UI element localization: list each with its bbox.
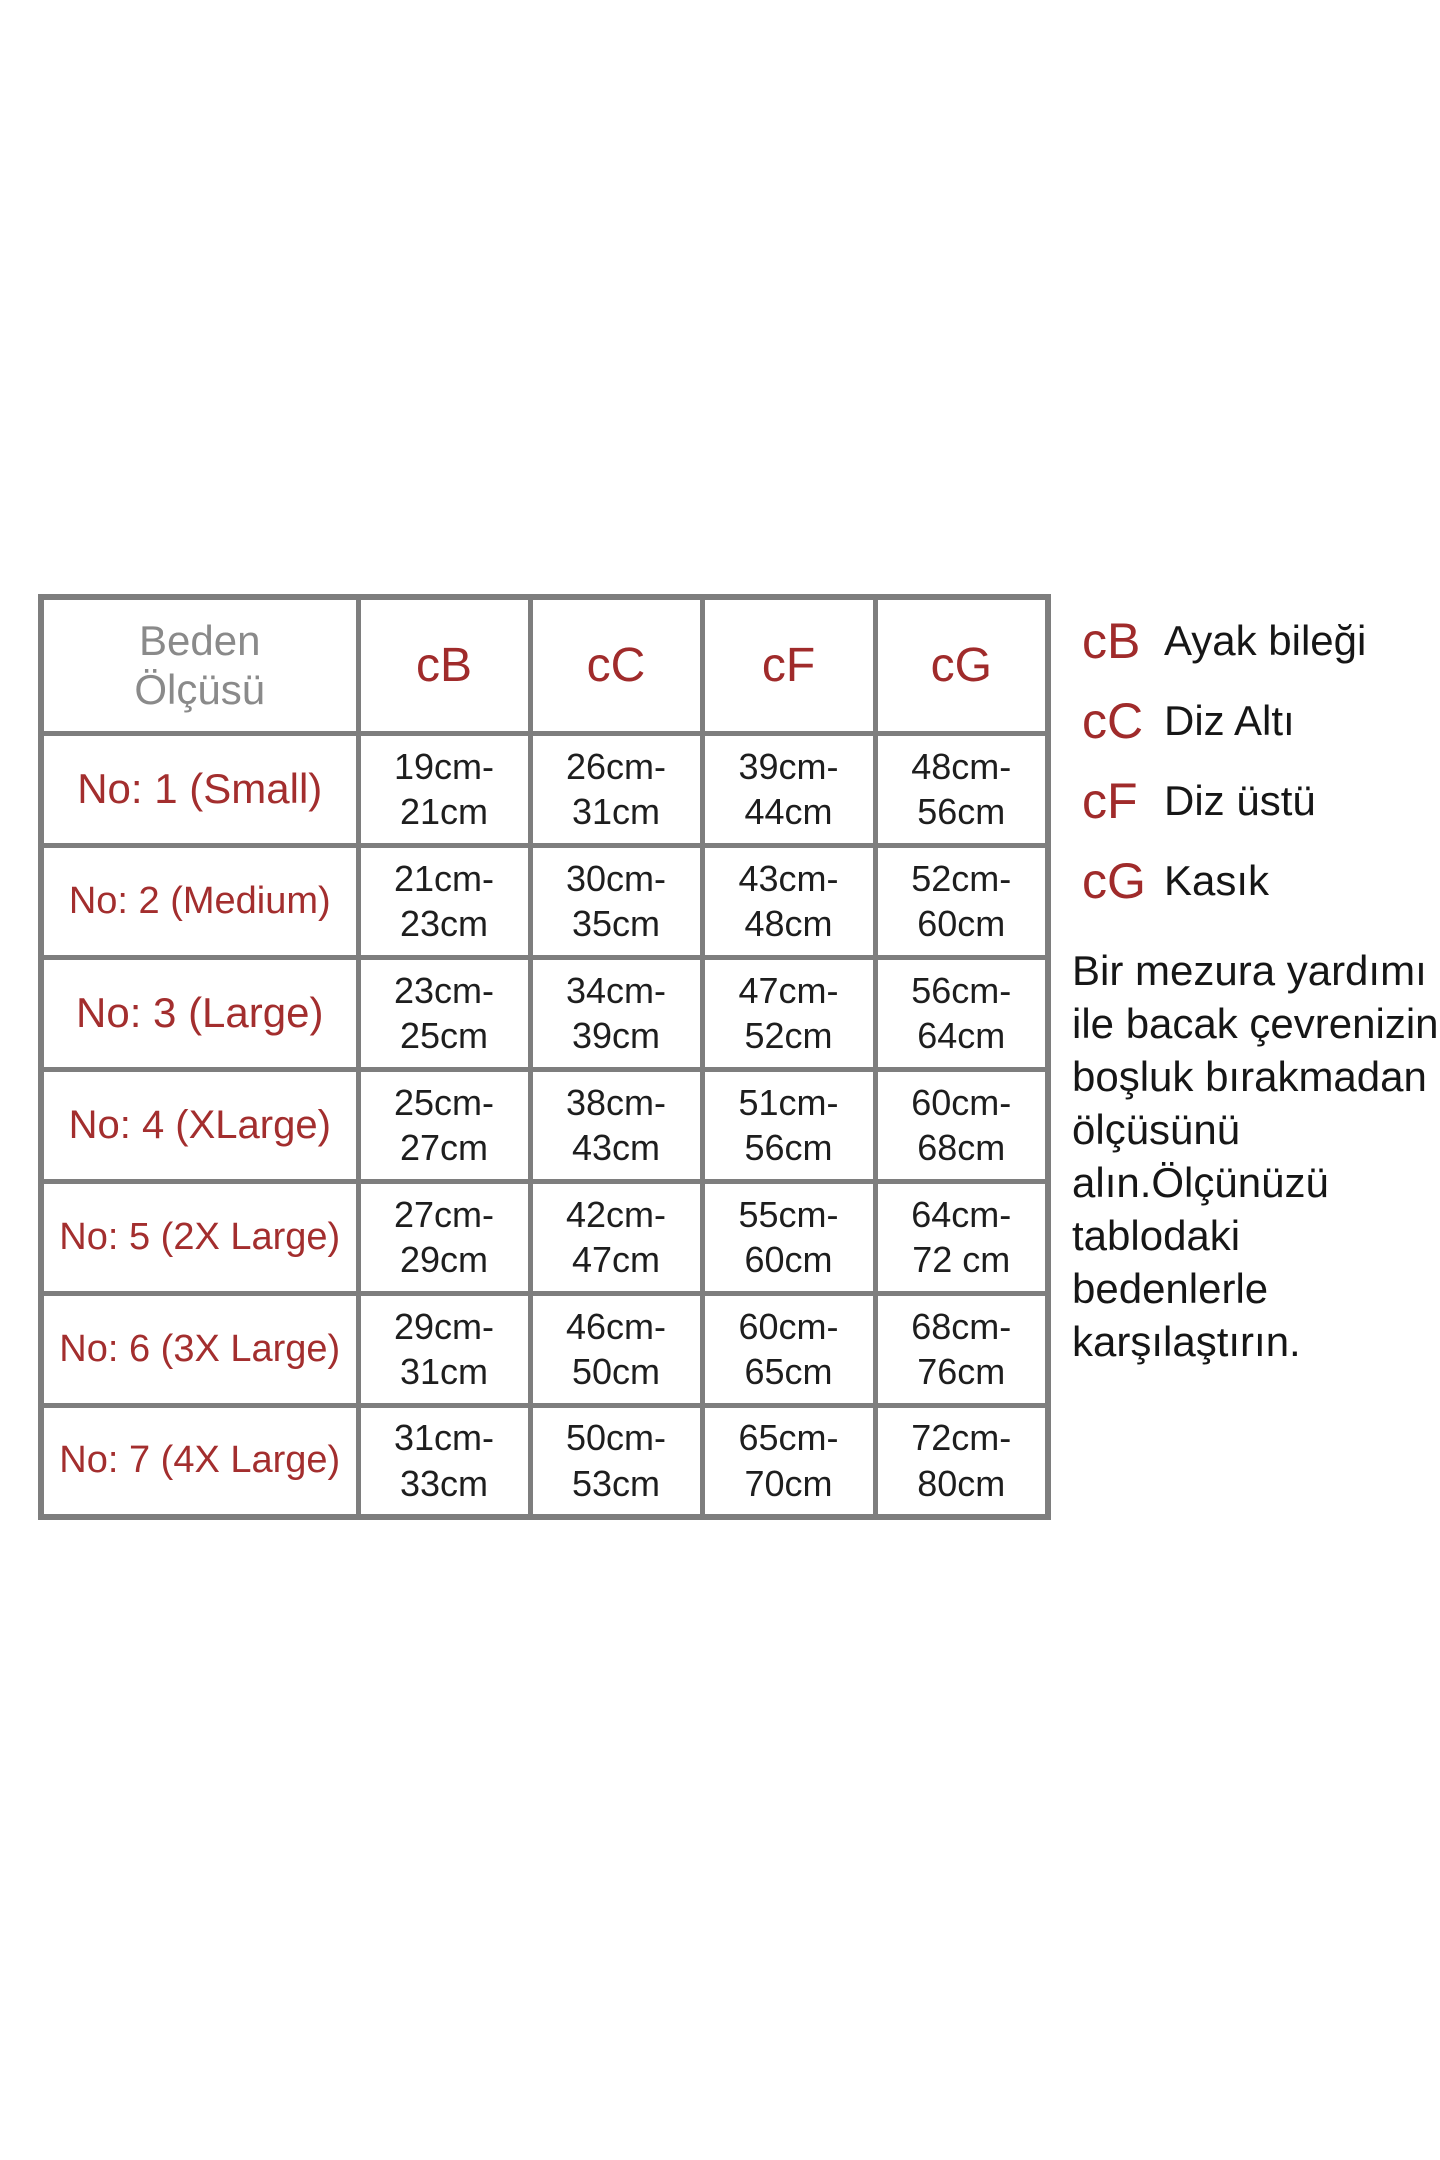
measurement-cell: 52cm- 60cm <box>875 845 1048 957</box>
note-line: ölçüsünü <box>1072 1106 1241 1153</box>
measurement-cell: 48cm- 56cm <box>875 733 1048 845</box>
measurement-cell: 34cm- 39cm <box>530 957 702 1069</box>
measurement-cell: 47cm- 52cm <box>702 957 875 1069</box>
measurement-cell: 55cm- 60cm <box>702 1181 875 1293</box>
legend-label-groin: Kasık <box>1164 857 1270 904</box>
table-row <box>41 1405 1048 1517</box>
measurement-cell: 19cm- 21cm <box>358 733 530 845</box>
measurement-cell: 50cm- 53cm <box>530 1405 702 1517</box>
measurement-cell: 25cm- 27cm <box>358 1069 530 1181</box>
legend-label-below-knee: Diz Altı <box>1164 697 1295 744</box>
measurement-legend <box>1082 612 1440 932</box>
measurement-cell: 23cm- 25cm <box>358 957 530 1069</box>
measurement-cell: 21cm- 23cm <box>358 845 530 957</box>
table-row <box>41 1069 1048 1181</box>
header-row <box>41 597 1048 733</box>
measurement-cell: 64cm- 72 cm <box>875 1181 1048 1293</box>
size-row-label: No: 7 (4X Large) <box>41 1405 358 1517</box>
size-row-label: No: 4 (XLarge) <box>41 1069 358 1181</box>
legend-item-cG <box>1082 852 1440 910</box>
size-header-line1: Beden <box>139 616 261 664</box>
note-line: ile bacak çevrenizin <box>1072 1000 1439 1047</box>
size-chart-table <box>38 594 1051 1520</box>
measurement-cell: 60cm- 68cm <box>875 1069 1048 1181</box>
measurement-cell: 42cm- 47cm <box>530 1181 702 1293</box>
table-row <box>41 1293 1048 1405</box>
note-line: boşluk bırakmadan <box>1072 1053 1427 1100</box>
legend-code-cB: cB <box>1082 613 1141 669</box>
measurement-cell: 38cm- 43cm <box>530 1069 702 1181</box>
measurement-cell: 51cm- 56cm <box>702 1069 875 1181</box>
column-header-cC: cC <box>530 597 702 733</box>
note-line: bedenlerle <box>1072 1265 1269 1312</box>
measurement-cell: 30cm- 35cm <box>530 845 702 957</box>
measurement-cell: 26cm- 31cm <box>530 733 702 845</box>
column-header-cF: cF <box>702 597 875 733</box>
measurement-cell: 27cm- 29cm <box>358 1181 530 1293</box>
size-row-label: No: 5 (2X Large) <box>41 1181 358 1293</box>
measurement-cell: 43cm- 48cm <box>702 845 875 957</box>
size-column-header <box>41 597 358 733</box>
measurement-cell: 68cm- 76cm <box>875 1293 1048 1405</box>
legend-code-cC: cC <box>1082 693 1144 749</box>
legend-item-cF <box>1082 772 1440 830</box>
column-header-cB: cB <box>358 597 530 733</box>
size-row-label: No: 3 (Large) <box>41 957 358 1069</box>
legend-item-cB <box>1082 612 1440 670</box>
measurement-cell: 72cm- 80cm <box>875 1405 1048 1517</box>
measurement-cell: 39cm- 44cm <box>702 733 875 845</box>
table-row <box>41 845 1048 957</box>
size-row-label: No: 6 (3X Large) <box>41 1293 358 1405</box>
table-row <box>41 733 1048 845</box>
measurement-cell: 29cm- 31cm <box>358 1293 530 1405</box>
note-line: alın.Ölçünüzü <box>1072 1159 1329 1206</box>
measurement-cell: 56cm- 64cm <box>875 957 1048 1069</box>
note-line: tablodaki <box>1072 1212 1241 1259</box>
legend-code-cF: cF <box>1082 773 1138 829</box>
legend-label-above-knee: Diz üstü <box>1164 777 1316 824</box>
measurement-instructions <box>1072 944 1440 1368</box>
size-row-label: No: 1 (Small) <box>41 733 358 845</box>
table-row <box>41 957 1048 1069</box>
legend-label-ankle: Ayak bileği <box>1164 617 1367 664</box>
column-header-cG: cG <box>875 597 1048 733</box>
measurement-cell: 31cm- 33cm <box>358 1405 530 1517</box>
table-row <box>41 1181 1048 1293</box>
legend-item-cC <box>1082 692 1440 750</box>
measurement-cell: 60cm- 65cm <box>702 1293 875 1405</box>
measurement-cell: 46cm- 50cm <box>530 1293 702 1405</box>
size-header-line2: Ölçüsü <box>134 666 266 714</box>
measurement-cell: 65cm- 70cm <box>702 1405 875 1517</box>
note-line: karşılaştırın. <box>1072 1318 1301 1365</box>
size-row-label: No: 2 (Medium) <box>41 845 358 957</box>
note-line: Bir mezura yardımı <box>1072 947 1427 994</box>
legend-code-cG: cG <box>1082 853 1146 909</box>
